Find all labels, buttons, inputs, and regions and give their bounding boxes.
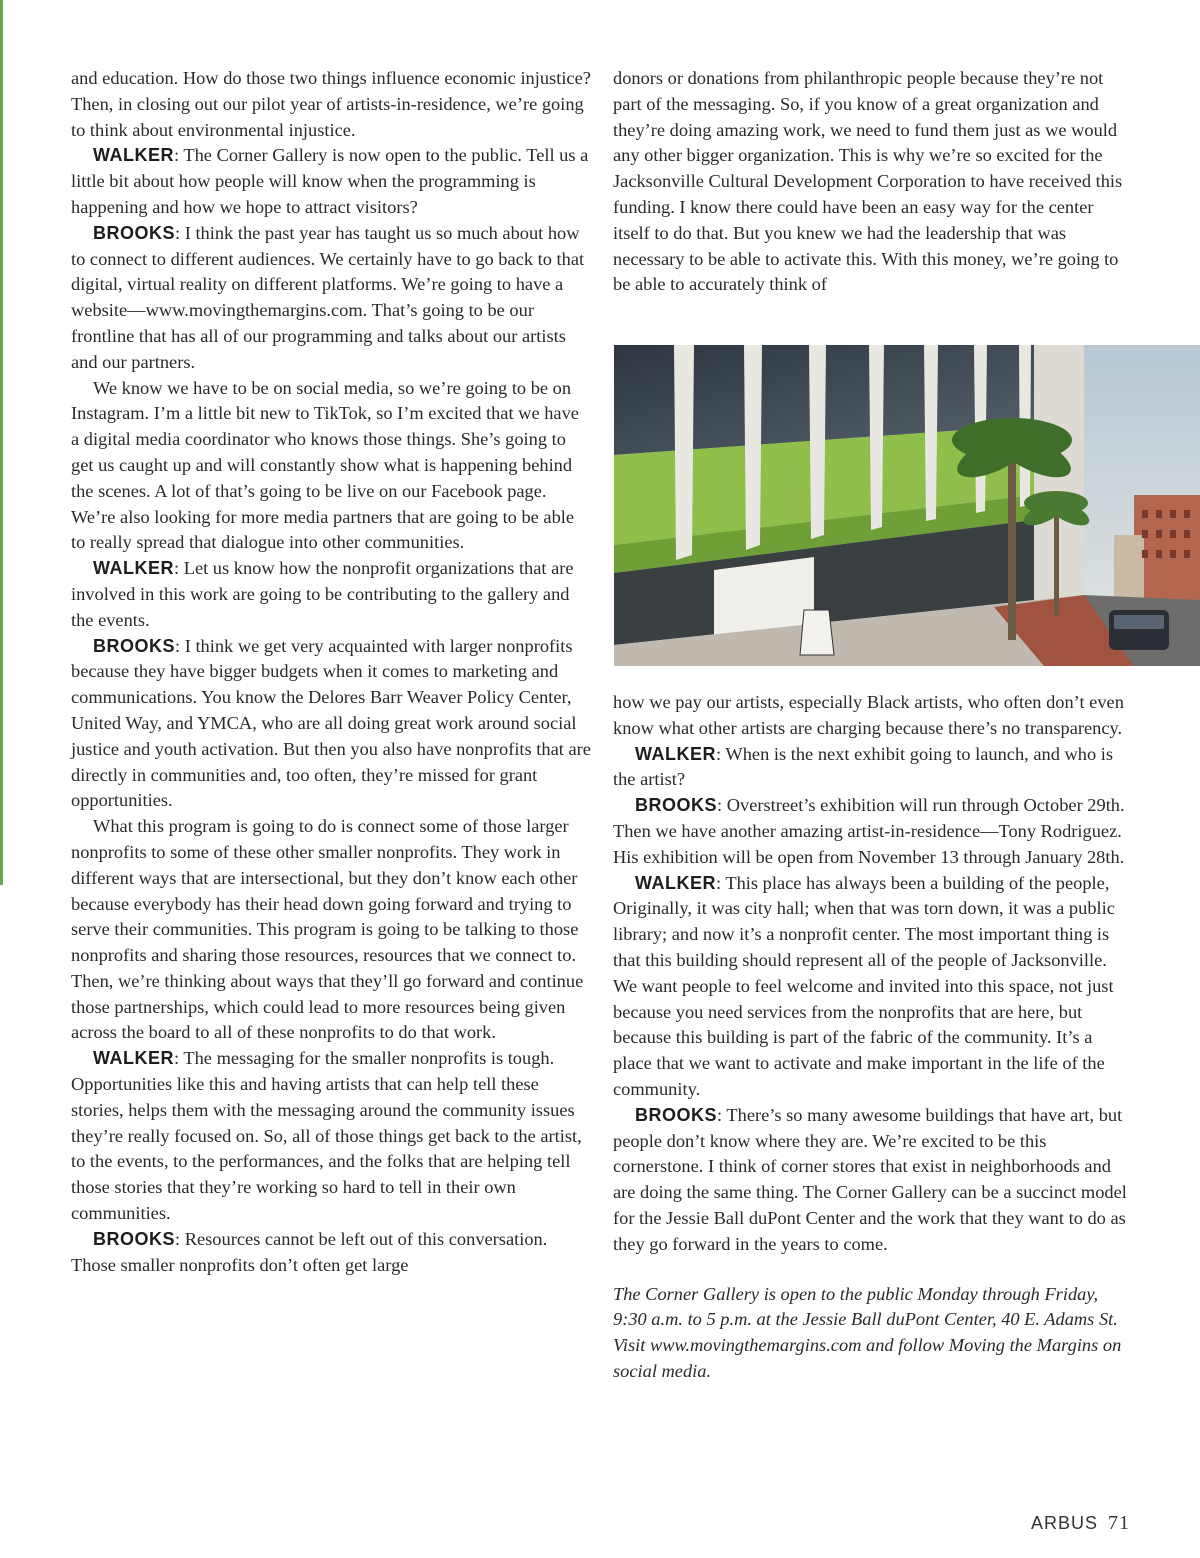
right-column-upper [613,66,1133,298]
magazine-name: ARBUS [1030,1513,1098,1533]
paragraph [71,376,591,557]
speaker-label: BROOKS [635,795,718,816]
speaker-label: WALKER [93,558,174,579]
speaker-label: BROOKS [93,635,176,656]
paragraph [613,871,1133,1103]
paragraph-text: and education. How do those two things influence economic injustice? Then, in closing out our pilot year of artists-in-residence, we’re going to think about environmental injustice. [71,68,591,140]
paragraph [71,814,591,1046]
speaker-label: WALKER [635,872,716,893]
page-folio [1031,1512,1130,1535]
paragraph-text: : The Corner Gallery is now open to the public. Tell us a little bit about how people will know when the programming is happening and how we hope to attract visitors? [71,145,589,217]
paragraph-text: : I think the past year has taught us so much about how to connect to different audiences. We certainly have to go back to that digital, virtual reality on different platforms. We’re going to have a website—www.movingthemargins.com. That’s going to be our frontline that has all of our programming and talks about our artists and our partners. [71,222,585,372]
paragraph [613,793,1133,870]
speaker-label: BROOKS [635,1104,718,1125]
right-column-lower [613,690,1133,1385]
paragraph-text: : Overstreet’s exhibition will run through October 29th. Then we have another amazing artist-in-residence—Tony Rodriguez. His exhibition will be open from November 13 through January 28th. [613,795,1125,867]
paragraph [71,66,591,143]
paragraph [71,1046,591,1227]
paragraph [71,556,591,633]
paragraph-text: : When is the next exhibit going to launch, and who is the artist? [613,743,1114,790]
speaker-label: WALKER [93,145,174,166]
paragraph-text: how we pay our artists, especially Black artists, who often don’t even know what other artists are charging because there’s no transparency. [613,692,1124,738]
paragraph-text: : There’s so many awesome buildings that have art, but people don’t know where they are. We’re excited to be this cornerstone. I think of corner stores that exist in neighborhoods and are doing the same thing. The Corner Gallery can be a succinct model for the Jessie Ball duPont Center and the work that they want to do as they go forward in the years to come. [613,1104,1127,1254]
building-photo [614,345,1200,666]
paragraph [613,742,1133,794]
paragraph [613,66,1133,298]
paragraph [71,143,591,220]
paragraph-text: What this program is going to do is connect some of those larger nonprofits to some of these other smaller nonprofits. They work in different ways that are intersectional, but they don’t know each other because everybody has their head down going forward and trying to serve their communities. This program is going to be talking to those nonprofits and sharing those resources, resources that we connect to. Then, we’re thinking about ways that they’ll go forward and continue those partnerships, which could lead to more resources being given across the board to all of these nonprofits to do that work. [71,816,584,1043]
paragraph [71,221,591,376]
paragraph-text: : Resources cannot be left out of this conversation. Those smaller nonprofits don’t often get large [71,1228,548,1275]
paragraph [71,1227,591,1279]
paragraph-text: : Let us know how the nonprofit organizations that are involved in this work are going to be contributing to the gallery and the events. [71,558,574,630]
speaker-label: BROOKS [93,1228,176,1249]
paragraph-text: : The messaging for the smaller nonprofits is tough. Opportunities like this and having artists that can help tell these stories, helps them with the messaging around the community issues they’re really focused on. So, all of those things get back to the artist, to the events, to the performances, and the folks that are helping tell those stories that they’re working so hard to tell in their own communities. [71,1048,582,1224]
left-column [71,66,591,1278]
paragraph [71,634,591,815]
page-number: 71 [1108,1512,1130,1534]
page-edge-accent-bar [0,0,3,885]
paragraph [613,690,1133,742]
paragraph-text: donors or donations from philanthropic people because they’re not part of the messaging. So, if you know of a great organization and they’re doing amazing work, we need to fund them just as we would any other bigger organization. This is why we’re so excited for the Jacksonville Cultural Development Corporation to have received this funding. I know there could have been an easy way for the center itself to do that. But you knew we had the leadership that was necessary to be able to activate this. With this money, we’re going to be able to accurately think of [613,68,1123,295]
paragraph-text: : I think we get very acquainted with larger nonprofits because they have bigger budgets when it comes to marketing and communications. You know the Delores Barr Weaver Policy Center, United Way, and YMCA, who are all doing great work around social justice and youth activation. But then you also have nonprofits that are directly in communities and, too often, they’re missed for grant opportunities. [71,635,591,811]
paragraph-text: : This place has always been a building of the people, Originally, it was city hall; when that was torn down, it was a public library; and now it’s a nonprofit center. The most important thing is that this building should represent all of the people of Jacksonville. We want people to feel welcome and invited into this space, not just because you need services from the nonprofits that are here, but because this building is part of the fabric of the community. It’s a place that we want to activate and make important in the life of the community. [613,872,1115,1099]
closing-note: The Corner Gallery is open to the public Monday through Friday, 9:30 a.m. to 5 p.m. at the Jessie Ball duPont Center, 40 E. Adams St. Visit www.movingthemargins.com and follow Moving the Margins on social media. [613,1283,1122,1381]
paragraph-text: We know we have to be on social media, so we’re going to be on Instagram. I’m a little bit new to TikTok, so I’m excited that we have a digital media coordinator who knows those things. She’s going to get us caught up and will constantly show what is happening behind the scenes. A lot of that’s going to be live on our Facebook page. We’re also looking for more media partners that are going to be able to really spread that dialogue into other communities. [71,377,579,553]
speaker-label: WALKER [635,743,716,764]
speaker-label: BROOKS [93,222,176,243]
paragraph [613,1103,1133,1258]
speaker-label: WALKER [93,1048,174,1069]
